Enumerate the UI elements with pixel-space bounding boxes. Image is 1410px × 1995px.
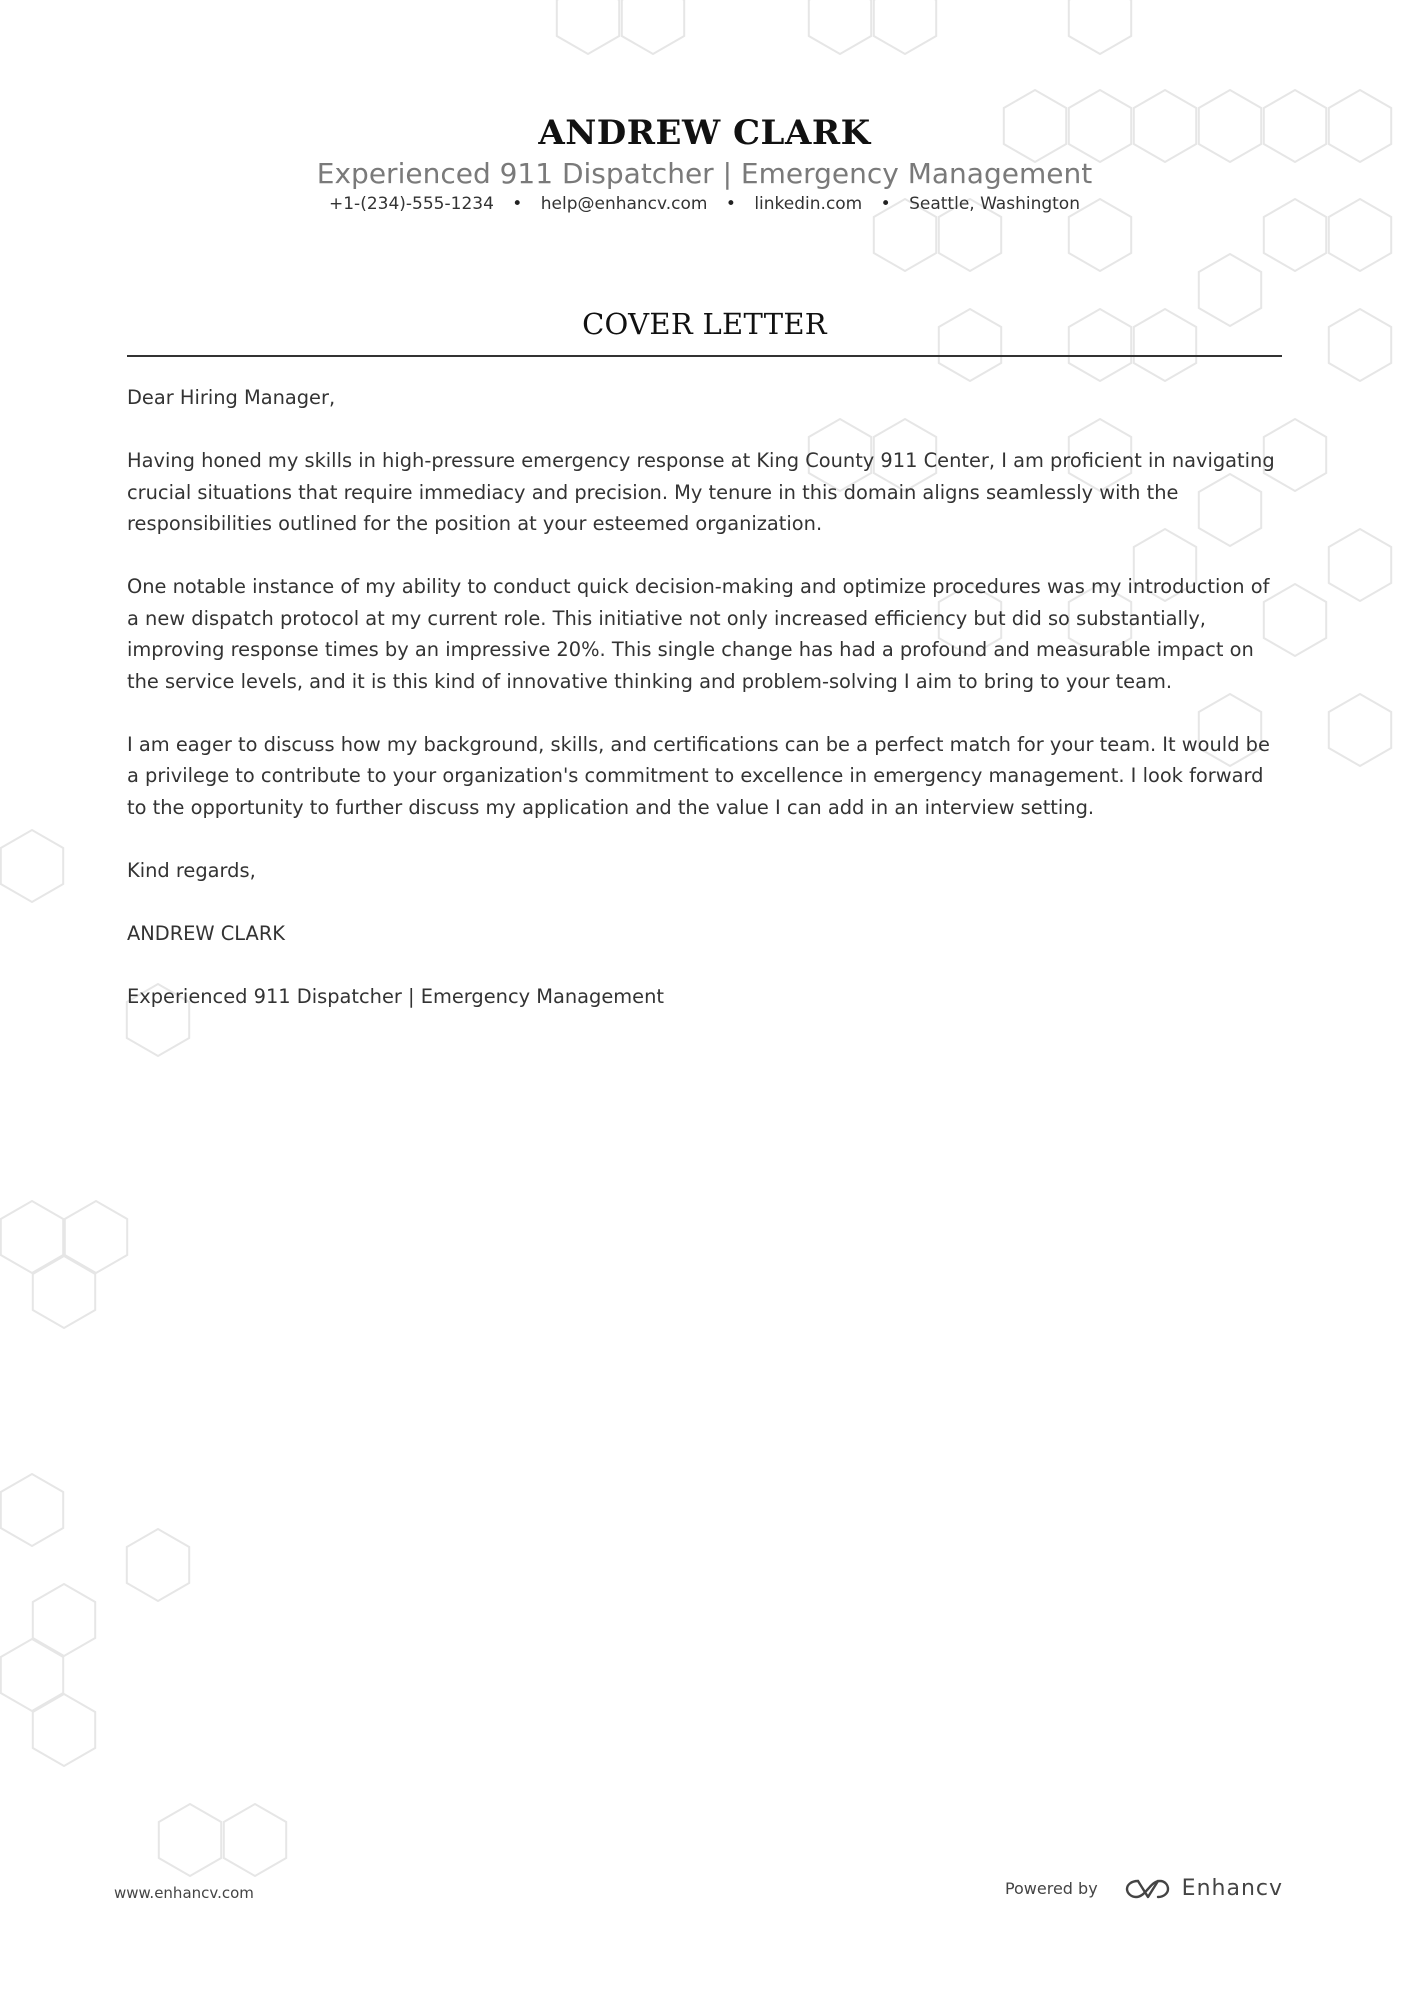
signature-name: ANDREW CLARK bbox=[127, 921, 286, 945]
letter-header bbox=[127, 112, 1282, 216]
letter-paragraph: One notable instance of my ability to conduct quick decision-making and optimize procedures was my introduction of a new dispatch protocol at my current role. This initiative not only increased efficiency but did so substantially, improving response times by an impressive 20%. This single change has had a profound and measurable impact on the service levels, and it is this kind of innovative thinking and problem-solving I aim to bring to your team. bbox=[127, 575, 1270, 693]
enhancv-logo-icon bbox=[1124, 1877, 1170, 1901]
section-divider bbox=[127, 355, 1282, 357]
letter-paragraph: Having honed my skills in high-pressure emergency response at King County 911 Center, I am proficient in navigating crucial situations that require immediacy and precision. My tenure in this domain aligns seamlessly with the responsibilities outlined for the position at your esteemed organization. bbox=[127, 449, 1275, 535]
footer-branding[interactable] bbox=[1005, 1876, 1283, 1901]
contact-linkedin[interactable]: linkedin.com bbox=[754, 194, 863, 214]
footer-website-link[interactable]: www.enhancv.com bbox=[114, 1884, 254, 1902]
letter-body bbox=[127, 382, 1287, 1044]
contact-separator: • bbox=[880, 194, 891, 214]
applicant-name: ANDREW CLARK bbox=[538, 113, 871, 153]
powered-by-label: Powered by bbox=[1004, 1879, 1098, 1898]
contact-info bbox=[127, 192, 1282, 216]
contact-separator: • bbox=[512, 194, 523, 214]
contact-email[interactable]: help@enhancv.com bbox=[540, 194, 708, 214]
letter-paragraph: I am eager to discuss how my background, skills, and certifications can be a perfect match for your team. It would be a privilege to contribute to your organization's commitment to excellence in emergency management. I look forward to the opportunity to further discuss my application and the value I can add in an interview setting. bbox=[127, 732, 1270, 819]
applicant-headline: Experienced 911 Dispatcher | Emergency Management bbox=[316, 157, 1093, 190]
contact-phone[interactable]: +1-(234)-555-1234 bbox=[329, 194, 494, 214]
section-title: COVER LETTER bbox=[582, 307, 827, 341]
brand-name: Enhancv bbox=[1181, 1876, 1283, 1901]
signature-title: Experienced 911 Dispatcher | Emergency Management bbox=[127, 984, 664, 1008]
contact-location: Seattle, Washington bbox=[909, 194, 1080, 214]
letter-closing: Kind regards, bbox=[127, 858, 256, 882]
contact-separator: • bbox=[725, 194, 736, 214]
letter-greeting: Dear Hiring Manager, bbox=[127, 386, 336, 409]
